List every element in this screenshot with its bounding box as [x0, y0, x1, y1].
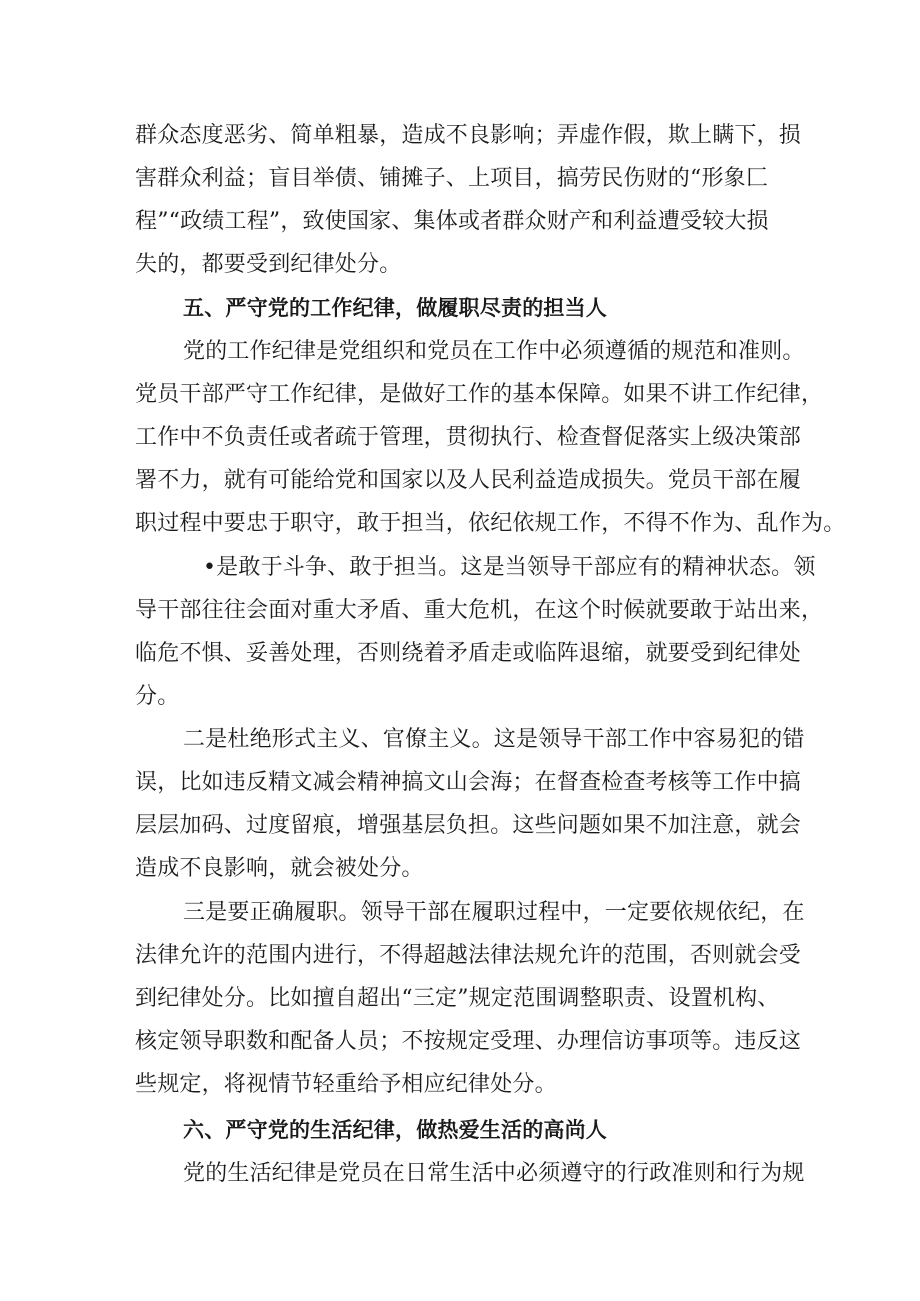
paragraph-point-three [135, 891, 805, 1106]
text-line: 程”“政绩工程”，致使国家、集体或者群众财产和利益遭受较大损 [135, 209, 769, 234]
text-line: 失的，都要受到纪律处分。 [135, 252, 402, 277]
paragraph-life-discipline [135, 1152, 805, 1195]
paragraph-work-discipline [135, 330, 846, 545]
text-line: 层层加码、过度留痕，增强基层负担。这些问题如果不加注意，就会 [135, 813, 802, 838]
section-heading-5 [135, 287, 795, 330]
text-line: •是敢于斗争、敢于担当。这是当领导干部应有的精神状态。领 [203, 555, 816, 580]
text-line: 导干部往往会面对重大矛盾、重大危机，在这个时候就要敢于站出来， [135, 598, 824, 623]
text-line: 到纪律处分。比如擅自超出“三定”规定范围调整职责、设置机构、 [135, 986, 780, 1011]
text-line: 核定领导职数和配备人员；不按规定受理、办理信访事项等。违反这 [135, 1029, 802, 1054]
text-line: 工作中不负责任或者疏于管理，贯彻执行、检查督促落实上级决策部 [135, 425, 802, 450]
text-line: 党员干部严守工作纪律，是做好工作的基本保障。如果不讲工作纪律， [135, 382, 824, 407]
text-line: 职过程中要忠于职守，敢于担当，依纪依规工作，不得不作为、乱作为。 [135, 511, 846, 536]
paragraph-point-two [135, 718, 805, 890]
text-line: 群众态度恶劣、简单粗暴，造成不良影响；弄虚作假，欺上瞒下，损 [135, 123, 802, 148]
paragraph-point-one [135, 546, 824, 718]
section-heading-6 [135, 1109, 795, 1152]
text-line: 署不力，就有可能给党和国家以及人民利益造成损失。党员干部在履 [135, 468, 802, 493]
text-line: 法律允许的范围内进行，不得超越法律法规允许的范围，否则就会受 [135, 943, 802, 968]
text-line: 误，比如违反精文减会精神搞文山会海；在督查检查考核等工作中搞 [135, 770, 802, 795]
text-line: 分。 [135, 684, 180, 709]
text-line: 党的生活纪律是党员在日常生活中必须遵守的行政准则和行为规 [183, 1161, 805, 1186]
section-heading: 五、严守党的工作纪律，做履职尽责的担当人 [183, 296, 607, 320]
text-line: 二是杜绝形式主义、官僚主义。这是领导干部工作中容易犯的错 [183, 727, 805, 752]
text-line: 害群众利益；盲目举债、铺摊子、上项目，搞劳民伤财的“形象匚 [135, 166, 769, 191]
text-line: 临危不惧、妥善处理，否则绕着矛盾走或临阵退缩，就要受到纪律处 [135, 641, 802, 666]
text-line: 三是要正确履职。领导干部在履职过程中，一定要依规依纪，在 [183, 900, 805, 925]
section-heading: 六、严守党的生活纪律，做热爱生活的高尚人 [183, 1118, 607, 1142]
text-line: 造成不良影响，就会被处分。 [135, 856, 424, 881]
paragraph-continuation [135, 114, 802, 286]
text-line: 党的工作纪律是党组织和党员在工作中必须遵循的规范和准则。 [183, 339, 805, 364]
text-line: 些规定，将视情节轻重给予相应纪律处分。 [135, 1072, 557, 1097]
